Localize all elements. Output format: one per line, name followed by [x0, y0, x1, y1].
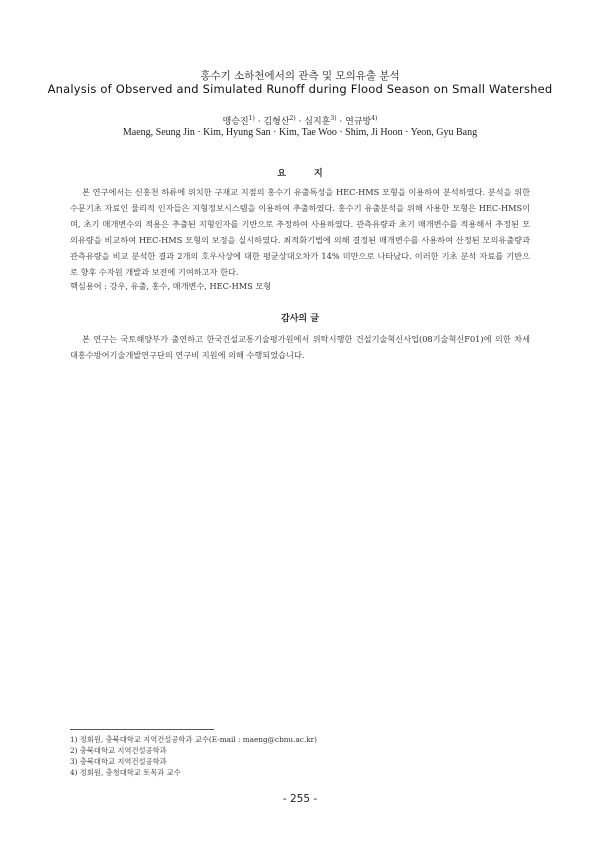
author-name: 김형산 — [263, 117, 290, 127]
footnotes — [70, 734, 530, 778]
acknowledgement-body: 본 연구는 국토해양부가 출연하고 한국건설교통기술평가원에서 위탁시행한 건설기술혁신사업(08기술혁신F01)에 의한 차세대홍수방어기술개발연구단의 연구비 지원에 의해 수행되었습니다. — [70, 334, 530, 361]
author-separator: · — [336, 117, 346, 127]
author-name: 심지훈 — [304, 117, 331, 127]
keywords: 핵심용어 : 강우, 유출, 홍수, 매개변수, HEC-HMS 모형 — [70, 281, 272, 291]
footnote-divider — [70, 729, 214, 730]
authors-korean — [0, 114, 600, 127]
footnote-item: 3) 충북대학교 지역건설공학과 — [70, 757, 167, 766]
author-mark: 2) — [289, 115, 296, 122]
author-name: 연규방 — [345, 117, 372, 127]
author-mark: 1) — [248, 115, 255, 122]
authors-english: Maeng, Seung Jin · Kim, Hyung San · Kim, Tae Woo · Shim, Ji Hoon · Yeon, Gyu Bang — [122, 127, 478, 138]
abstract-body: 본 연구에서는 신홍천 하류에 위치한 구재교 지점의 홍수기 유출특성을 HEC-HMS 모형을 이용하여 분석하였다. 분석을 위한 수문기초 자료인 물리적 인자들은 지형정보시스템을 이용하여 추출하였다. 홍수기 유출분석을 위해 사용한 모형은 HEC-HMS이며, 초기 매개변수의 적용은 추출된 지형인자를 기반으로 추정하여 사용하였다. 관측유량과 초기 매개변수를 적용해서 추정된 모의유량을 비교하여 HEC-HMS 모형의 보정을 실시하였다. 최적화기법에 의해 결정된 매개변수를 사용하여 산정된 모의유출량과 관측유량을 비교 분석한 결과 2개의 호우사상에 대한 평균상대오차가 14% 미만으로 나타났다. 이러한 기초 분석 자료를 기반으로 향후 수자원 개발과 보전에 기여하고자 한다. — [70, 187, 530, 278]
author-mark: 3) — [330, 115, 337, 122]
page-number: - 255 - — [282, 793, 318, 805]
footnote-item: 2) 충북대학교 지역건설공학과 — [70, 746, 167, 755]
acknowledgement-heading: 감사의 글 — [281, 314, 319, 324]
author-separator: · — [254, 117, 264, 127]
abstract-heading: 요지 — [277, 169, 351, 179]
title-english: Analysis of Observed and Simulated Runoff during Flood Season on Small Watershed — [47, 82, 553, 96]
author-separator: · — [295, 117, 305, 127]
author-mark: 4) — [371, 115, 378, 122]
footnote-item: 4) 정회원, 충청대학교 토목과 교수 — [70, 768, 181, 777]
title-korean: 홍수기 소하천에서의 관측 및 모의유출 분석 — [200, 70, 400, 82]
footnote-item: 1) 정회원, 충북대학교 지역건설공학과 교수(E-mail : maeng@cbnu.ac.kr) — [70, 735, 317, 744]
author-name: 맹승진 — [222, 117, 249, 127]
